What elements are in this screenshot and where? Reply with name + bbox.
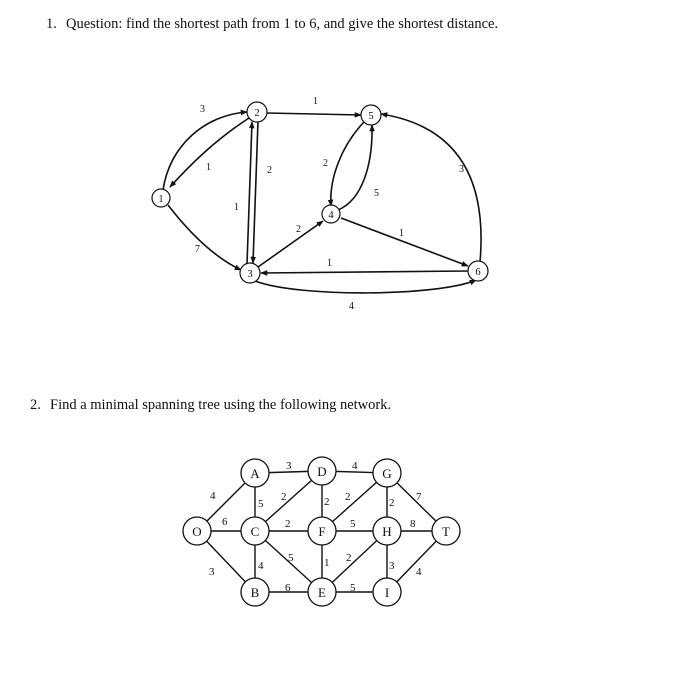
- weight-label: 1: [234, 202, 239, 213]
- node-4: [322, 205, 340, 223]
- weight-label: 2: [267, 165, 272, 176]
- weight-label: 3: [389, 560, 395, 572]
- edge-6-5: [381, 114, 481, 262]
- weight-label: 2: [324, 496, 330, 508]
- weight-label: 1: [206, 162, 211, 173]
- node-6: [468, 261, 488, 281]
- node-A: [241, 459, 269, 487]
- weight-label: 2: [345, 491, 351, 503]
- weight-label: 4: [349, 301, 354, 312]
- edge-2-3: [253, 121, 258, 263]
- weight-label: 4: [416, 566, 422, 578]
- node-label: 6: [475, 267, 481, 278]
- edge-2-5: [267, 113, 361, 115]
- node-2: [247, 102, 267, 122]
- node-label: D: [317, 464, 327, 479]
- weight-label: 3: [459, 164, 464, 175]
- node-5: [361, 105, 381, 125]
- node-3: [240, 263, 260, 283]
- weight-label: 1: [313, 96, 318, 107]
- weight-label: 2: [323, 158, 328, 169]
- node-E: [308, 578, 336, 606]
- weight-label: 7: [195, 244, 200, 255]
- weight-label: 5: [288, 552, 294, 564]
- weight-label: 5: [350, 518, 356, 530]
- node-1: [152, 189, 170, 207]
- weight-label: 1: [324, 557, 330, 569]
- weight-label: 8: [410, 518, 416, 530]
- weight-label: 5: [258, 498, 264, 510]
- weight-label: 1: [327, 258, 332, 269]
- edge-3-4: [258, 221, 323, 267]
- node-label: T: [442, 524, 450, 539]
- question-1-text: Question: find the shortest path from 1 to 6, and give the shortest distance.: [66, 16, 499, 32]
- weight-label: 1: [399, 228, 404, 239]
- question-1-number: 1.: [46, 16, 57, 32]
- node-label: H: [382, 524, 392, 539]
- weight-label: 6: [285, 582, 291, 594]
- weight-label: 5: [350, 582, 356, 594]
- weight-label: 2: [296, 224, 301, 235]
- weight-label: 4: [210, 490, 216, 502]
- edge-4-6: [341, 218, 468, 266]
- node-G: [373, 459, 401, 487]
- node-label: 4: [328, 210, 334, 221]
- weight-label: 3: [209, 566, 215, 578]
- node-O: [183, 517, 211, 545]
- node-I: [373, 578, 401, 606]
- node-label: B: [250, 585, 260, 600]
- node-D: [308, 457, 336, 485]
- shortest-path-diagram: [152, 96, 488, 312]
- node-label: C: [250, 524, 260, 539]
- weight-label: 4: [352, 460, 358, 472]
- node-C: [241, 517, 269, 545]
- weight-label: 6: [222, 516, 228, 528]
- edge-1-3: [168, 205, 241, 270]
- weight-label: 5: [374, 188, 379, 199]
- node-label: 1: [158, 194, 164, 205]
- weight-label: 7: [416, 491, 422, 503]
- node-label: 3: [247, 269, 253, 280]
- node-T: [432, 517, 460, 545]
- weight-label: 2: [346, 552, 352, 564]
- weight-label: 2: [281, 491, 287, 503]
- node-F: [308, 517, 336, 545]
- node-label: I: [384, 585, 390, 600]
- weight-label: 2: [285, 518, 291, 530]
- weight-label: 3: [286, 460, 292, 472]
- edge-6-3: [261, 271, 468, 273]
- node-label: G: [382, 466, 392, 481]
- weight-label: 3: [200, 104, 205, 115]
- node-label: E: [318, 585, 326, 600]
- spanning-tree-network: [183, 457, 460, 606]
- edge-5-4: [331, 122, 364, 206]
- weight-label: 2: [389, 497, 395, 509]
- node-label: 2: [254, 108, 260, 119]
- edge-2-1: [170, 118, 249, 187]
- node-label: F: [318, 524, 326, 539]
- node-label: 5: [368, 111, 374, 122]
- question-2-text: Find a minimal spanning tree using the following network.: [50, 397, 392, 413]
- node-label: A: [250, 466, 260, 481]
- node-H: [373, 517, 401, 545]
- edge-3-2: [247, 122, 252, 264]
- edge-3-6: [255, 280, 476, 293]
- node-label: O: [192, 524, 202, 539]
- question-2-number: 2.: [30, 397, 41, 413]
- weight-label: 4: [258, 560, 264, 572]
- edge-4-5: [338, 125, 372, 210]
- node-B: [241, 578, 269, 606]
